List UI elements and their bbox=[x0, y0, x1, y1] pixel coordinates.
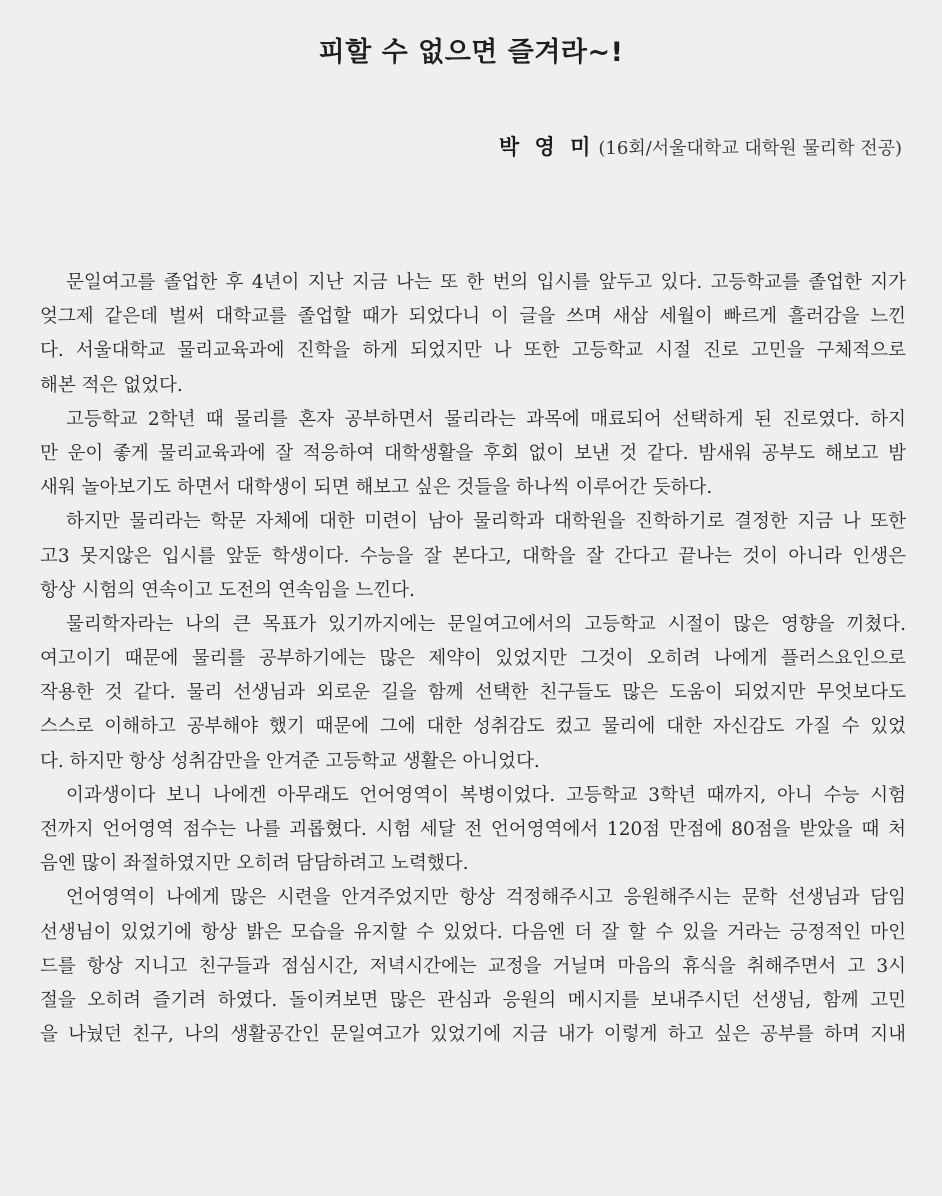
body-text-line: 고3 못지않은 입시를 앞둔 학생이다. 수능을 잘 본다고, 대학을 잘 간다고 끝나는 것이 아니라 인생은 bbox=[40, 545, 906, 567]
body-text-line: 이과생이다 보니 나에겐 아무래도 언어영역이 복병이었다. 고등학교 3학년 때까지, 아니 수능 시험 bbox=[66, 784, 906, 806]
body-text-line: 만 운이 좋게 물리교육과에 잘 적응하여 대학생활을 후회 없이 보낸 것 같다. 밤새워 공부도 해보고 밤 bbox=[40, 442, 906, 464]
essay-body bbox=[40, 266, 906, 1052]
body-text-line: 다. 서울대학교 물리교육과에 진학을 하게 되었지만 나 또한 고등학교 시절 진로 고민을 구체적으로 bbox=[40, 340, 906, 362]
body-text-line: 절을 오히려 즐기려 하였다. 돌이켜보면 많은 관심과 응원의 메시지를 보내주시던 선생님, 함께 고민 bbox=[40, 989, 906, 1011]
author-affiliation: (16회/서울대학교 대학원 물리학 전공) bbox=[598, 138, 902, 159]
body-text-line: 다. 하지만 항상 성취감만을 안겨준 고등학교 생활은 아니었다. bbox=[40, 750, 540, 772]
body-text-line: 해본 적은 없었다. bbox=[40, 374, 183, 396]
body-text-line: 하지만 물리라는 학문 자체에 대한 미련이 남아 물리학과 대학원을 진학하기로 결정한 지금 나 또한 bbox=[66, 511, 906, 533]
author-byline bbox=[499, 131, 902, 161]
body-text-line: 물리학자라는 나의 큰 목표가 있기까지에는 문일여고에서의 고등학교 시절이 많은 영향을 끼쳤다. bbox=[66, 613, 906, 635]
body-text-line: 언어영역이 나에게 많은 시련을 안겨주었지만 항상 걱정해주시고 응원해주시는 문학 선생님과 담임 bbox=[66, 887, 906, 909]
body-text-line: 드를 항상 지니고 친구들과 점심시간, 저녁시간에는 교정을 거닐며 마음의 휴식을 취해주면서 고 3시 bbox=[40, 955, 906, 977]
body-text-line: 여고이기 때문에 물리를 공부하기에는 많은 제약이 있었지만 그것이 오히려 나에게 플러스요인으로 bbox=[40, 648, 906, 670]
body-text-line: 고등학교 2학년 때 물리를 혼자 공부하면서 물리라는 과목에 매료되어 선택하게 된 진로였다. 하지 bbox=[66, 408, 906, 430]
body-text-line: 문일여고를 졸업한 후 4년이 지난 지금 나는 또 한 번의 입시를 앞두고 있다. 고등학교를 졸업한 지가 bbox=[66, 272, 906, 293]
body-text-line: 항상 시험의 연속이고 도전의 연속임을 느낀다. bbox=[40, 579, 415, 601]
body-text-line: 선생님이 있었기에 항상 밝은 모습을 유지할 수 있었다. 다음엔 더 잘 할 수 있을 거라는 긍정적인 마인 bbox=[40, 921, 906, 943]
body-text-line: 작용한 것 같다. 물리 선생님과 외로운 길을 함께 선택한 친구들도 많은 도움이 되었지만 무엇보다도 bbox=[40, 682, 906, 704]
body-text-line: 을 나눴던 친구, 나의 생활공간인 문일여고가 있었기에 지금 내가 이렇게 하고 싶은 공부를 하며 지내 bbox=[40, 1024, 906, 1046]
author-name: 박 영 미 bbox=[498, 135, 595, 159]
body-text-line: 새워 놀아보기도 하면서 대학생이 되면 해보고 싶은 것들을 하나씩 이루어간 듯하다. bbox=[40, 477, 713, 499]
body-text-line: 엊그제 같은데 벌써 대학교를 졸업할 때가 되었다니 이 글을 쓰며 새삼 세월이 빠르게 흘러감을 느낀 bbox=[40, 306, 906, 328]
body-text-line: 스스로 이해하고 공부해야 했기 때문에 그에 대한 성취감도 컸고 물리에 대한 자신감도 가질 수 있었 bbox=[40, 716, 906, 738]
body-text-line: 전까지 언어영역 점수는 나를 괴롭혔다. 시험 세달 전 언어영역에서 120점 만점에 80점을 받았을 때 처 bbox=[40, 819, 906, 840]
essay-title: 피할 수 없으면 즐겨라~! bbox=[318, 37, 624, 68]
body-text-line: 음엔 많이 좌절하였지만 오히려 담담하려고 노력했다. bbox=[40, 853, 469, 875]
